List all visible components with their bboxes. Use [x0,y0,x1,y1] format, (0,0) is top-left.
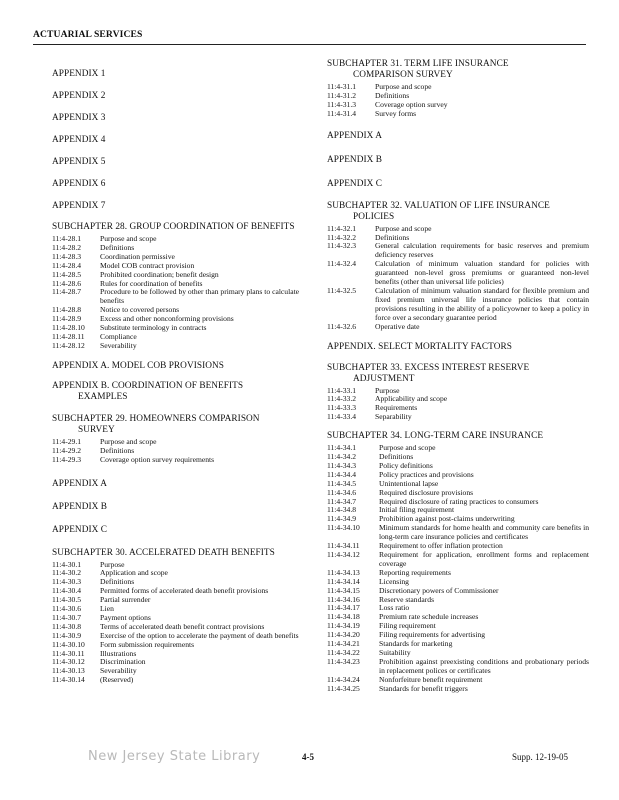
list-item: 11:4-34.17 Loss ratio [327,603,410,613]
list-item: 11:4-34.21 Standards for marketing [327,639,453,649]
list-item: 11:4-32.3 General calculation requirements for basic reserves and premium deficiency reserves [327,241,589,260]
subchapter-29-title-line2: SURVEY [78,424,115,435]
appendix-select-mortality: APPENDIX. SELECT MORTALITY FACTORS [327,341,512,352]
appendix-c-31: APPENDIX C [327,178,382,189]
list-item: 11:4-28.4 Model COB contract provision [52,260,195,270]
appendix-5: APPENDIX 5 [52,157,106,167]
appendix-b-29: APPENDIX B [52,501,107,512]
appendix-c-29: APPENDIX C [52,524,107,535]
list-item: 11:4-30.7 Payment options [52,612,151,622]
list-item: 11:4-28.2 Definitions [52,242,135,252]
subchapter-33-title-line2: ADJUSTMENT [353,373,415,384]
list-item: 11:4-28.12 Severability [52,340,137,350]
list-item: 11:4-28.10 Substitute terminology in contracts [52,323,207,333]
list-item: 11:4-30.1 Purpose [52,559,125,569]
list-item: 11:4-30.4 Permitted forms of accelerated death benefit provisions [52,586,269,596]
appendix-4: APPENDIX 4 [52,135,106,145]
list-item: 11:4-28.6 Rules for coordination of benefits [52,278,203,288]
list-item: 11:4-30.3 Definitions [52,577,135,587]
running-header: ACTUARIAL SERVICES [33,29,143,40]
list-item: 11:4-34.19 Filing requirement [327,621,436,631]
list-item: 11:4-30.10 Form submission requirements [52,639,195,649]
page-number: 4-5 [302,752,314,762]
subchapter-30-list [52,561,314,686]
subchapter-29-list [52,438,314,465]
list-item: 11:4-28.8 Notice to covered persons [52,305,180,315]
list-item: 11:4-30.5 Partial surrender [52,595,151,605]
list-item: 11:4-34.1 Purpose and scope [327,443,436,453]
list-item: 11:4-31.2 Definitions [327,90,410,100]
list-item: 11:4-30.13 Severability [52,666,137,676]
supplement-date: Supp. 12-19-05 [512,752,568,762]
subchapter-34-title: SUBCHAPTER 34. LONG-TERM CARE INSURANCE [327,431,544,442]
list-item: 11:4-31.3 Coverage option survey [327,99,448,109]
appendix-6: APPENDIX 6 [52,179,106,189]
list-item: 11:4-28.9 Excess and other nonconforming provisions [52,314,234,324]
list-item: 11:4-34.9 Prohibition against post-claims underwriting [327,514,515,524]
list-item: 11:4-34.25 Standards for benefit triggers [327,683,468,693]
list-item: 11:4-34.12 Requirement for application, enrollment forms and replacement coverage [327,550,589,568]
subchapter-32-title-line2: POLICIES [353,211,395,222]
appendix-b-coordination-line1: APPENDIX B. COORDINATION OF BENEFITS [52,380,244,391]
subchapter-32-list [327,225,589,332]
list-item: 11:4-33.2 Applicability and scope [327,394,448,404]
list-item: 11:4-32.4 Calculation of minimum valuation standard for policies with guaranteed non-level gross premiums or guaranteed non-level benefits (other than universal life policies) [327,259,589,287]
list-item: 11:4-34.5 Unintentional lapse [327,478,439,488]
subchapter-32-title-line1: SUBCHAPTER 32. VALUATION OF LIFE INSURANCE [327,200,550,211]
list-item: 11:4-33.3 Requirements [327,403,418,413]
list-item: 11:4-33.4 Separability [327,412,412,422]
list-item: 11:4-33.1 Purpose [327,385,400,395]
list-item: 11:4-32.6 Operative date [327,321,420,331]
list-item: 11:4-34.23 Prohibition against preexisting conditions and probationary periods in replacement polices or certificates [327,656,589,675]
list-item: 11:4-30.6 Lien [52,604,114,614]
library-watermark: New Jersey State Library [88,749,261,764]
list-item: 11:4-34.22 Suitability [327,647,411,657]
list-item: 11:4-34.20 Filing requirements for advertising [327,630,486,640]
list-item: 11:4-30.12 Discrimination [52,657,146,667]
list-item: 11:4-28.7 Procedure to be followed by other than primary plans to calculate benefits [52,287,300,306]
list-item: 11:4-34.7 Required disclosure of rating practices to consumers [327,496,539,506]
subchapter-33-title-line1: SUBCHAPTER 33. EXCESS INTEREST RESERVE [327,362,530,373]
list-item: 11:4-32.2 Definitions [327,232,410,242]
appendix-7: APPENDIX 7 [52,201,106,211]
right-column [327,52,589,694]
list-item: 11:4-31.4 Survey forms [327,108,417,118]
list-item: 11:4-34.14 Licensing [327,576,409,586]
list-item: 11:4-34.6 Required disclosure provisions [327,487,474,497]
list-item: 11:4-30.2 Application and scope [52,568,168,578]
subchapter-31-title-line1: SUBCHAPTER 31. TERM LIFE INSURANCE [327,59,509,69]
list-item: 11:4-30.11 Illustrations [52,648,137,658]
list-item: 11:4-30.9 Exercise of the option to accelerate the payment of death benefits [52,630,299,640]
subchapter-29-title-line1: SUBCHAPTER 29. HOMEOWNERS COMPARISON [52,413,260,424]
list-item: 11:4-34.13 Reporting requirements [327,567,451,577]
list-item: 11:4-34.8 Initial filing requirement [327,505,455,515]
appendix-b-31: APPENDIX B [327,154,382,165]
subchapter-30-title: SUBCHAPTER 30. ACCELERATED DEATH BENEFITS [52,547,275,558]
list-item: 11:4-28.1 Purpose and scope [52,234,157,243]
list-item: 11:4-34.15 Discretionary powers of Commissioner [327,585,499,595]
appendix-b-coordination-line2: EXAMPLES [78,391,128,402]
list-item: 11:4-29.1 Purpose and scope [52,436,157,446]
appendix-a-model-cob: APPENDIX A. MODEL COB PROVISIONS [52,360,224,371]
list-item: 11:4-34.11 Requirement to offer inflation protection [327,541,503,551]
list-item: 11:4-30.8 Terms of accelerated death benefit contract provisions [52,621,265,631]
appendix-3: APPENDIX 3 [52,113,106,123]
left-column [52,52,314,685]
list-item: 11:4-30.14 (Reserved) [52,675,134,685]
list-item: 11:4-34.10 Minimum standards for home health and community care benefits in long-term care insurance policies and certificates [327,523,589,542]
list-item: 11:4-34.4 Policy practices and provisions [327,469,474,479]
subchapter-31-title-line2: COMPARISON SURVEY [353,70,453,80]
list-item: 11:4-28.3 Coordination permissive [52,251,175,261]
list-item: 11:4-34.16 Reserve standards [327,594,435,604]
subchapter-28-title: SUBCHAPTER 28. GROUP COORDINATION OF BENEFITS [52,222,295,232]
list-item: 11:4-34.24 Nonforfeiture benefit requirement [327,674,483,684]
subchapter-28-list [52,235,314,351]
list-item: 11:4-28.5 Prohibited coordination; benefit design [52,269,219,279]
list-item: 11:4-34.2 Definitions [327,452,414,462]
list-item: 11:4-29.2 Definitions [52,445,135,455]
subchapter-34-list [327,444,589,693]
appendix-a-29: APPENDIX A [52,478,107,489]
list-item: 11:4-34.18 Premium rate schedule increases [327,612,479,622]
list-item: 11:4-32.5 Calculation of minimum valuation standard for flexible premium and fixed premium universal life insurance policies that contain provisions resulting in the ability of a policyowner to keep a policy in force over a secondary guarantee period [327,285,589,322]
list-item: 11:4-28.11 Compliance [52,331,137,341]
subchapter-33-list [327,387,589,423]
list-item: 11:4-34.3 Policy definitions [327,460,433,470]
appendix-a-31: APPENDIX A [327,130,382,141]
header-rule [33,44,586,45]
list-item: 11:4-32.1 Purpose and scope [327,223,432,233]
appendix-1: APPENDIX 1 [52,69,106,79]
appendix-2: APPENDIX 2 [52,91,106,101]
list-item: 11:4-31.1 Purpose and scope [327,82,432,91]
subchapter-31-list [327,83,589,119]
list-item: 11:4-29.3 Coverage option survey requirements [52,454,215,464]
